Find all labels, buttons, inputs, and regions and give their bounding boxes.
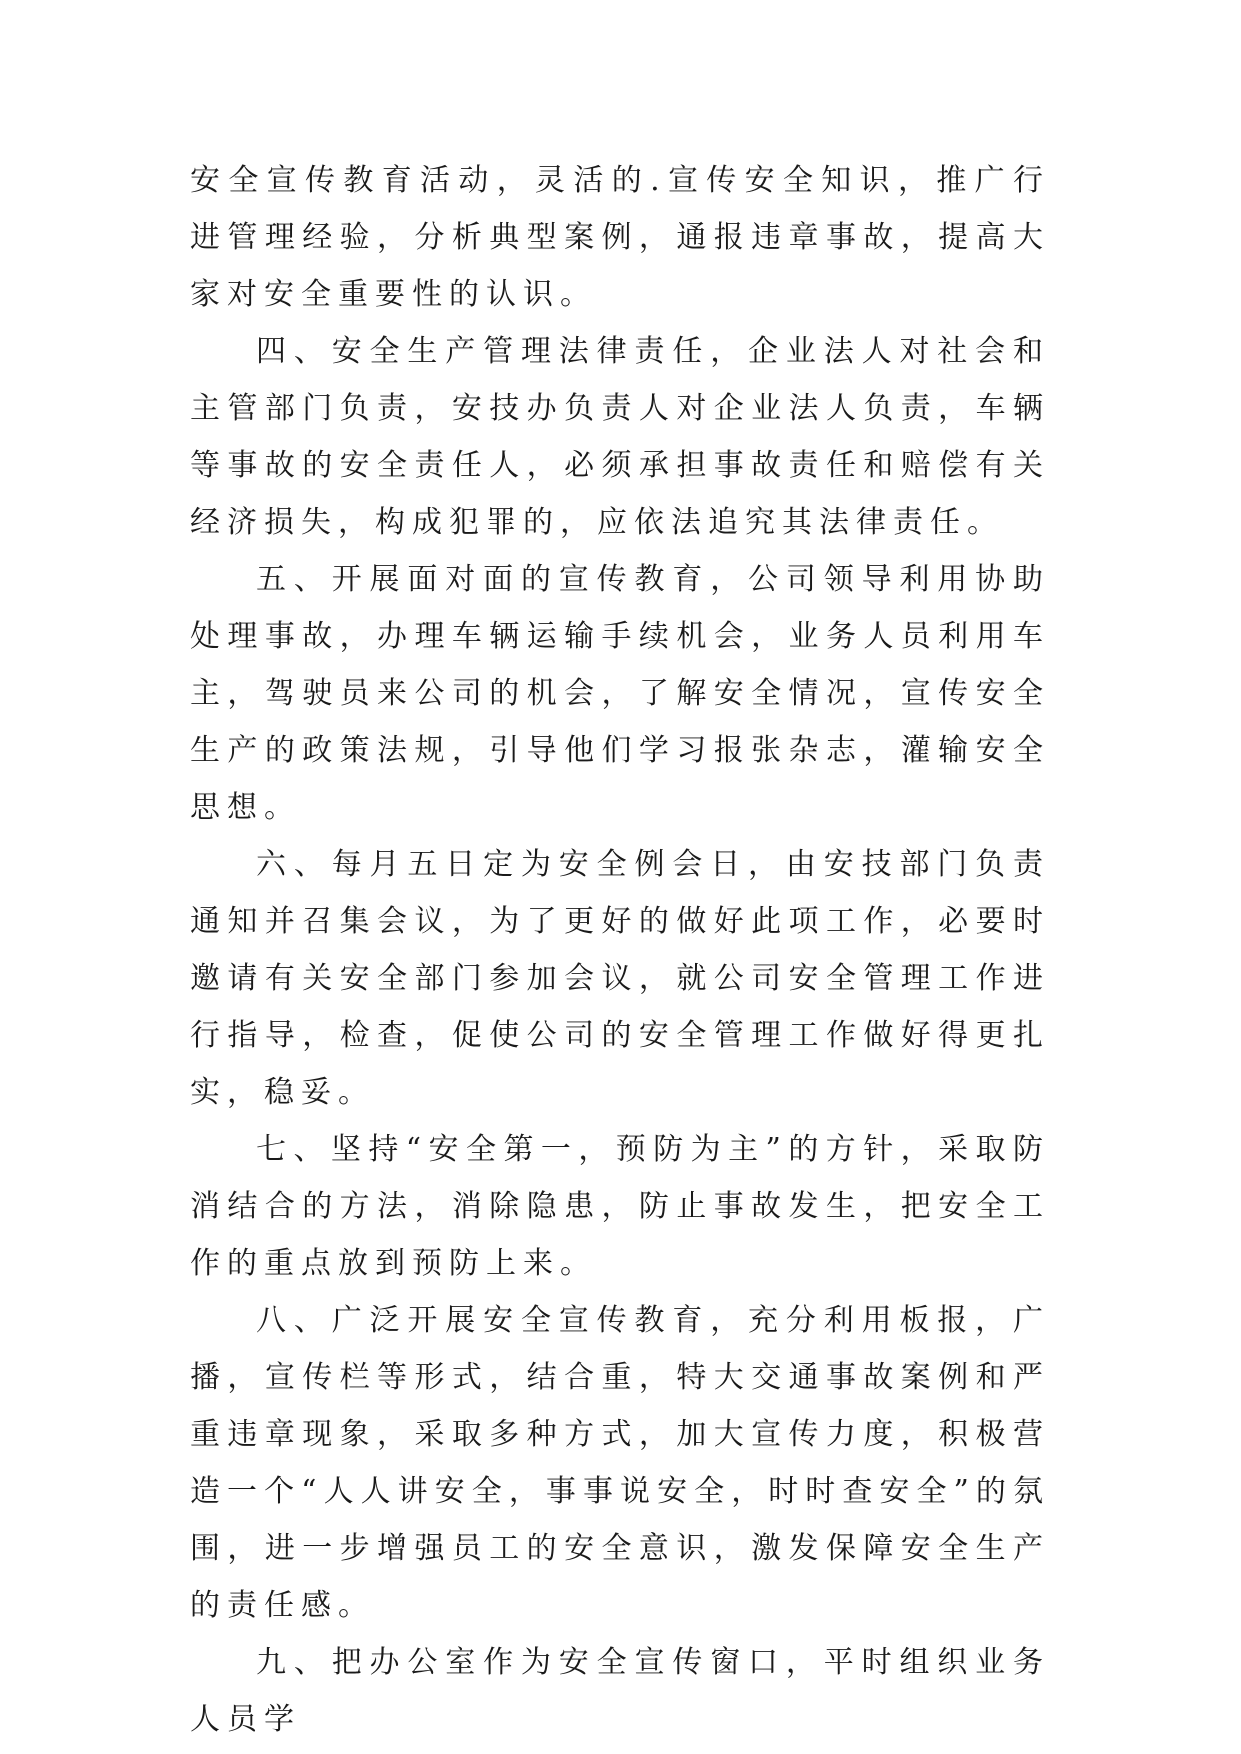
paragraph-item-9: 九、把办公室作为安全宣传窗口，平时组织业务人员学 <box>190 1645 1050 1737</box>
paragraph-continuation: 安全宣传教育活动，灵活的.宣传安全知识，推广行进管理经验，分析典型案例，通报违章事故，提高大家对安全重要性的认识。 <box>190 163 1050 312</box>
document-body <box>190 152 1050 1748</box>
paragraph-item-7: 七、坚持“安全第一，预防为主”的方针，采取防消结合的方法，消除隐患，防止事故发生，把安全工作的重点放到预防上来。 <box>190 1132 1050 1281</box>
paragraph-item-5: 五、开展面对面的宣传教育，公司领导利用协助处理事故，办理车辆运输手续机会，业务人员利用车主，驾驶员来公司的机会，了解安全情况，宣传安全生产的政策法规，引导他们学习报张杂志，灌输安全思想。 <box>190 562 1050 825</box>
paragraph-item-8: 八、广泛开展安全宣传教育，充分利用板报，广播，宣传栏等形式，结合重，特大交通事故案例和严重违章现象，采取多种方式，加大宣传力度，积极营造一个“人人讲安全，事事说安全，时时查安全”的氛围，进一步增强员工的安全意识，激发保障安全生产的责任感。 <box>190 1303 1050 1623</box>
paragraph-item-6: 六、每月五日定为安全例会日，由安技部门负责通知并召集会议，为了更好的做好此项工作，必要时邀请有关安全部门参加会议，就公司安全管理工作进行指导，检查，促使公司的安全管理工作做好得更扎实，稳妥。 <box>190 847 1050 1110</box>
paragraph-item-4: 四、安全生产管理法律责任，企业法人对社会和主管部门负责，安技办负责人对企业法人负责，车辆等事故的安全责任人，必须承担事故责任和赔偿有关经济损失，构成犯罪的，应依法追究其法律责任。 <box>190 334 1050 540</box>
